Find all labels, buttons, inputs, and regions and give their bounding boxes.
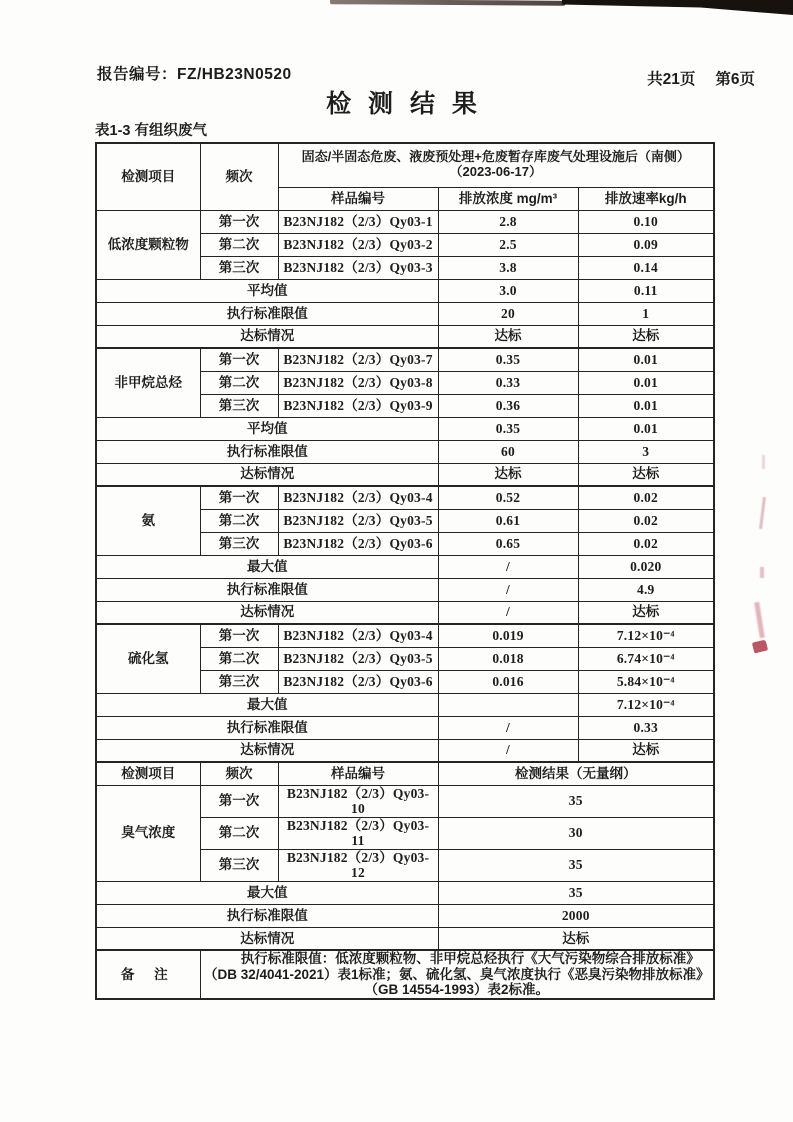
cell-compliance: 达标 — [578, 463, 714, 486]
cell-sample-id: B23NJ182（2/3）Qy03-5 — [278, 509, 438, 532]
scan-artifact-top-corner — [562, 0, 793, 15]
stamp-bleed-mark — [752, 639, 768, 653]
cell-frequency: 第三次 — [200, 532, 278, 555]
cell-concentration: 3.0 — [438, 279, 578, 302]
summary-row — [96, 440, 714, 463]
item-name: 氨 — [96, 486, 200, 555]
cell-concentration: 0.35 — [438, 348, 578, 371]
summary-row — [96, 302, 714, 325]
item-name: 硫化氢 — [96, 624, 200, 693]
summary-label: 执行标准限值 — [96, 440, 438, 463]
col-header-item: 检测项目 — [96, 762, 200, 785]
summary-label: 达标情况 — [96, 927, 438, 950]
summary-label: 达标情况 — [96, 463, 438, 486]
table-header-row-1 — [96, 143, 714, 187]
summary-label: 达标情况 — [96, 739, 438, 762]
cell-frequency: 第二次 — [200, 817, 278, 849]
cell-rate: 0.01 — [578, 371, 714, 394]
item-name: 低浓度颗粒物 — [96, 210, 200, 279]
cell-concentration — [438, 693, 578, 716]
cell-concentration: 20 — [438, 302, 578, 325]
col-header-concentration: 排放浓度 mg/m³ — [438, 187, 578, 210]
cell-concentration: / — [438, 578, 578, 601]
cell-frequency: 第一次 — [200, 348, 278, 371]
summary-label: 执行标准限值 — [96, 716, 438, 739]
summary-label: 执行标准限值 — [96, 578, 438, 601]
scan-artifact-top-thin — [330, 0, 566, 6]
cell-rate: 4.9 — [578, 578, 714, 601]
table-row — [96, 624, 714, 647]
cell-sample-id: B23NJ182（2/3）Qy03-5 — [278, 647, 438, 670]
cell-compliance: 达标 — [438, 463, 578, 486]
cell-concentration: 0.33 — [438, 371, 578, 394]
cell-concentration: 2.5 — [438, 233, 578, 256]
summary-row — [96, 716, 714, 739]
summary-row — [96, 601, 714, 624]
stamp-bleed-mark — [760, 567, 764, 578]
cell-concentration: 0.35 — [438, 417, 578, 440]
summary-label: 最大值 — [96, 555, 438, 578]
item-name: 臭气浓度 — [96, 785, 200, 881]
cell-frequency: 第一次 — [200, 486, 278, 509]
cell-rate: 7.12×10⁻⁴ — [578, 624, 714, 647]
cell-frequency: 第二次 — [200, 233, 278, 256]
summary-label: 平均值 — [96, 417, 438, 440]
table-row — [96, 785, 714, 817]
summary-row — [96, 881, 714, 904]
cell-concentration: 3.8 — [438, 256, 578, 279]
summary-row — [96, 463, 714, 486]
cell-sample-id: B23NJ182（2/3）Qy03-11 — [278, 817, 438, 849]
cell-sample-id: B23NJ182（2/3）Qy03-8 — [278, 371, 438, 394]
cell-concentration: / — [438, 555, 578, 578]
cell-sample-id: B23NJ182（2/3）Qy03-10 — [278, 785, 438, 817]
cell-frequency: 第二次 — [200, 371, 278, 394]
summary-row — [96, 578, 714, 601]
pages-total: 共21页 — [647, 71, 696, 88]
item-name: 非甲烷总烃 — [96, 348, 200, 417]
cell-sample-id: B23NJ182（2/3）Qy03-6 — [278, 670, 438, 693]
cell-sample-id: B23NJ182（2/3）Qy03-4 — [278, 624, 438, 647]
cell-frequency: 第一次 — [200, 785, 278, 817]
cell-sample-id: B23NJ182（2/3）Qy03-7 — [278, 348, 438, 371]
cell-concentration: 2.8 — [438, 210, 578, 233]
cell-rate: 6.74×10⁻⁴ — [578, 647, 714, 670]
report-number-value: FZ/HB23N0520 — [177, 66, 292, 83]
cell-compliance: 达标 — [578, 739, 714, 762]
cell-rate: 0.33 — [578, 716, 714, 739]
table-row — [96, 210, 714, 233]
cell-compliance: 达标 — [578, 325, 714, 348]
summary-label: 执行标准限值 — [96, 904, 438, 927]
page-current: 第6页 — [715, 71, 755, 88]
cell-compliance: 达标 — [438, 325, 578, 348]
cell-rate: 0.11 — [578, 279, 714, 302]
page-title: 检 测 结 果 — [326, 90, 482, 118]
cell-frequency: 第三次 — [200, 256, 278, 279]
col-header-result: 检测结果（无量纲） — [438, 762, 714, 785]
stamp-bleed-mark — [759, 497, 766, 529]
cell-rate: 0.09 — [578, 233, 714, 256]
col-header-sample: 样品编号 — [278, 187, 438, 210]
cell-rate: 7.12×10⁻⁴ — [578, 693, 714, 716]
summary-label: 平均值 — [96, 279, 438, 302]
cell-sample-id: B23NJ182（2/3）Qy03-9 — [278, 394, 438, 417]
cell-rate: 0.020 — [578, 555, 714, 578]
cell-concentration: / — [438, 739, 578, 762]
summary-row — [96, 279, 714, 302]
summary-row — [96, 325, 714, 348]
cell-rate: 0.02 — [578, 532, 714, 555]
cell-concentration: 0.61 — [438, 509, 578, 532]
summary-row — [96, 555, 714, 578]
cell-compliance: 达标 — [578, 601, 714, 624]
summary-row — [96, 417, 714, 440]
cell-result: 35 — [438, 785, 714, 817]
cell-frequency: 第一次 — [200, 210, 278, 233]
cell-frequency: 第三次 — [200, 670, 278, 693]
cell-rate: 5.84×10⁻⁴ — [578, 670, 714, 693]
stamp-bleed-mark — [754, 602, 765, 638]
cell-compliance: 达标 — [438, 927, 714, 950]
cell-rate: 0.02 — [578, 486, 714, 509]
station-date: （2023-06-17） — [449, 164, 542, 180]
cell-concentration: 0.016 — [438, 670, 578, 693]
cell-concentration: 60 — [438, 440, 578, 463]
table-row — [96, 486, 714, 509]
summary-row — [96, 904, 714, 927]
cell-concentration: / — [438, 716, 578, 739]
col-header-item: 检测项目 — [96, 143, 200, 210]
cell-sample-id: B23NJ182（2/3）Qy03-6 — [278, 532, 438, 555]
cell-result: 35 — [438, 849, 714, 881]
cell-frequency: 第一次 — [200, 624, 278, 647]
cell-frequency: 第三次 — [200, 394, 278, 417]
station-header — [278, 143, 714, 187]
remarks-label: 备 注 — [96, 950, 200, 999]
summary-row — [96, 927, 714, 950]
cell-rate: 0.01 — [578, 394, 714, 417]
cell-rate: 3 — [578, 440, 714, 463]
cell-concentration: 0.36 — [438, 394, 578, 417]
cell-concentration: 0.65 — [438, 532, 578, 555]
col-header-sample: 样品编号 — [278, 762, 438, 785]
cell-frequency: 第三次 — [200, 849, 278, 881]
station-name: 固态/半固态危废、液废预处理+危废暂存库废气处理设施后（南侧） — [301, 149, 690, 165]
cell-sample-id: B23NJ182（2/3）Qy03-2 — [278, 233, 438, 256]
cell-rate: 1 — [578, 302, 714, 325]
table-row — [96, 348, 714, 371]
summary-label: 达标情况 — [96, 325, 438, 348]
cell-rate: 0.14 — [578, 256, 714, 279]
cell-frequency: 第二次 — [200, 647, 278, 670]
col-header-frequency: 频次 — [200, 762, 278, 785]
cell-sample-id: B23NJ182（2/3）Qy03-12 — [278, 849, 438, 881]
report-number-label: 报告编号： — [97, 66, 178, 83]
cell-rate: 0.01 — [578, 348, 714, 371]
table-caption: 表1-3 有组织废气 — [95, 123, 207, 139]
cell-result: 30 — [438, 817, 714, 849]
remarks-text: 执行标准限值：低浓度颗粒物、非甲烷总烃执行《大气污染物综合排放标准》（DB 32/4041-2021）表1标准；氨、硫化氢、臭气浓度执行《恶臭污染物排放标准》（GB 14554-1993）表2标准。 — [200, 950, 714, 999]
summary-row — [96, 693, 714, 716]
cell-result: 2000 — [438, 904, 714, 927]
cell-rate: 0.10 — [578, 210, 714, 233]
col-header-rate: 排放速率kg/h — [578, 187, 714, 210]
cell-result: 35 — [438, 881, 714, 904]
report-number-line — [97, 62, 292, 84]
cell-sample-id: B23NJ182（2/3）Qy03-3 — [278, 256, 438, 279]
summary-label: 执行标准限值 — [96, 302, 438, 325]
col-header-frequency: 频次 — [200, 143, 278, 210]
cell-concentration: 0.019 — [438, 624, 578, 647]
cell-sample-id: B23NJ182（2/3）Qy03-1 — [278, 210, 438, 233]
cell-rate: 0.01 — [578, 417, 714, 440]
cell-sample-id: B23NJ182（2/3）Qy03-4 — [278, 486, 438, 509]
summary-label: 达标情况 — [96, 601, 438, 624]
table2-header-row — [96, 762, 714, 785]
summary-label: 最大值 — [96, 881, 438, 904]
cell-rate: 0.02 — [578, 509, 714, 532]
cell-frequency: 第二次 — [200, 509, 278, 532]
results-table — [95, 142, 715, 1000]
cell-concentration: 0.018 — [438, 647, 578, 670]
cell-concentration: / — [438, 601, 578, 624]
remarks-row — [96, 950, 714, 999]
cell-concentration: 0.52 — [438, 486, 578, 509]
stamp-bleed-mark — [762, 455, 765, 469]
summary-row — [96, 739, 714, 762]
summary-label: 最大值 — [96, 693, 438, 716]
